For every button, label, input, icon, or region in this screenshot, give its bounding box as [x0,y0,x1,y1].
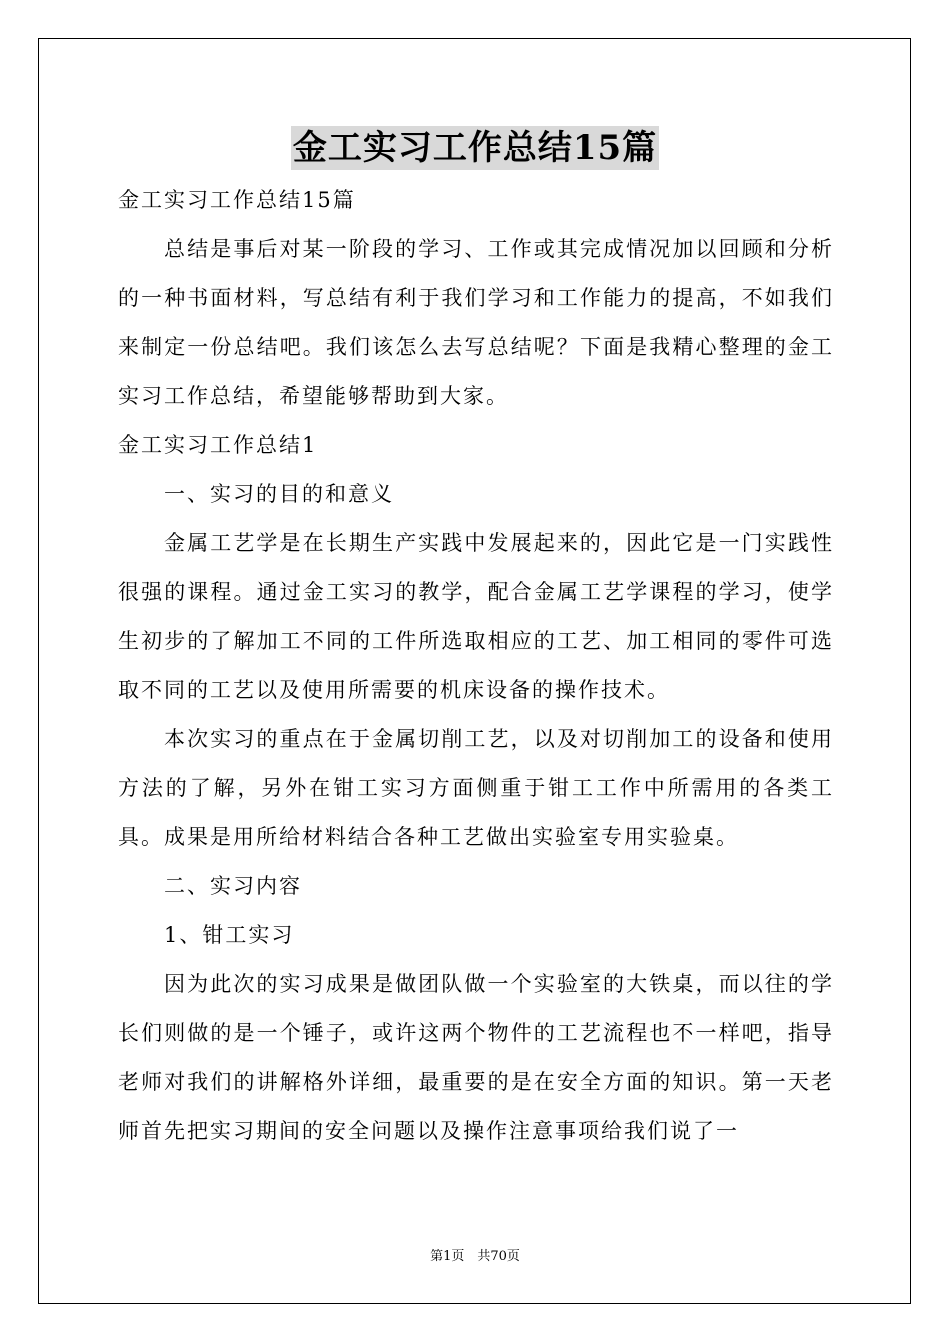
paragraph: 金工实习工作总结1 [118,433,318,457]
paragraph: 因为此次的实习成果是做团队做一个实验室的大铁桌，而以往的学长们则做的是一个锤子，或许这两个物件的工艺流程也不一样吧，指导老师对我们的讲解格外详细，最重要的是在安全方面的知识。第一天老师首先把实习期间的安全问题以及操作注意事项给我们说了一 [118,972,834,1143]
page-footer: 第1页 共70页 [430,1249,520,1264]
paragraph: 金属工艺学是在长期生产实践中发展起来的，因此它是一门实践性很强的课程。通过金工实习的教学，配合金属工艺学课程的学习，使学生初步的了解加工不同的工件所选取相应的工艺、加工相同的零件可选取不同的工艺以及使用所需要的机床设备的操作技术。 [118,531,834,702]
paragraph: 总结是事后对某一阶段的学习、工作或其完成情况加以回顾和分析的一种书面材料，写总结有利于我们学习和工作能力的提高，不如我们来制定一份总结吧。我们该怎么去写总结呢？下面是我精心整理的金工实习工作总结，希望能够帮助到大家。 [118,237,834,408]
document-title: 金工实习工作总结15篇 [292,128,658,168]
paragraph: 金工实习工作总结15篇 [118,188,356,212]
paragraph: 一、实习的目的和意义 [164,482,394,506]
paragraph: 1、钳工实习 [164,923,295,947]
paragraph: 二、实习内容 [164,874,302,898]
title-container [0,126,950,170]
document-body [118,176,834,1156]
paragraph: 本次实习的重点在于金属切削工艺，以及对切削加工的设备和使用方法的了解，另外在钳工实习方面侧重于钳工工作中所需用的各类工具。成果是用所给材料结合各种工艺做出实验室专用实验桌。 [118,727,834,849]
